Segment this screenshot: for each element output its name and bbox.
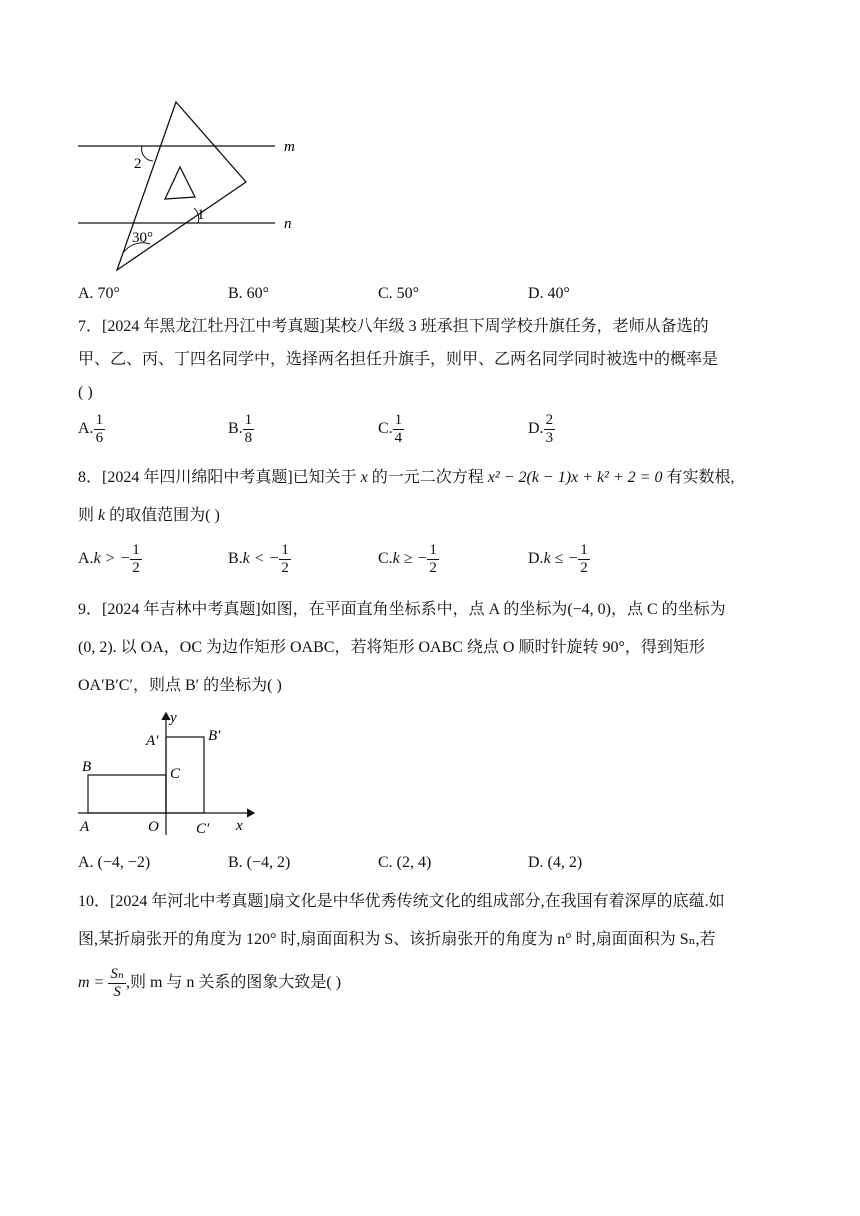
- rectangle-oabc: [88, 775, 166, 813]
- q6-option-b[interactable]: B. 60°: [228, 285, 270, 302]
- q7-line-3: ( ): [78, 384, 93, 401]
- q10-ratio-denominator: S: [113, 984, 121, 1000]
- q8-line-2: [78, 506, 220, 526]
- q7-line-2: 甲、乙、丙、丁四名同学中，选择两名担任升旗手，则甲、乙两名同学同时被选中的概率是: [78, 351, 719, 368]
- q7-option-d-fraction: [544, 412, 556, 447]
- angle-2-arc: [142, 146, 153, 161]
- q9-option-c[interactable]: C. (2, 4): [378, 854, 432, 871]
- q8-c-numerator: 1: [429, 542, 437, 558]
- label-angle-30: 30°: [132, 230, 153, 246]
- q8-c-denominator: 2: [429, 560, 437, 576]
- q8-line-2-a: 则: [78, 507, 95, 524]
- q8-line-2-b: 的取值范围为( ): [109, 507, 220, 524]
- q8-b-fraction: [279, 542, 291, 577]
- q9-line-2: (0, 2). 以 OA，OC 为边作矩形 OABC，若将矩形 OABC 绕点 O 顺时针旋转 90°，得到矩形: [78, 639, 705, 656]
- q8-b-prefix: B.: [228, 550, 243, 568]
- q7-option-d-prefix: D.: [528, 420, 544, 438]
- q8-c-relation: k ≥ −: [392, 550, 428, 568]
- label-a: A: [80, 819, 90, 835]
- q8-a-denominator: 2: [132, 560, 140, 576]
- q10-line-3-rest: ,则 m 与 n 关系的图象大致是( ): [125, 974, 342, 992]
- q7-c-denominator: 4: [394, 430, 403, 446]
- q8-c-fraction: [427, 542, 439, 577]
- q7-b-numerator: 1: [244, 412, 253, 428]
- q9-option-a[interactable]: A. (−4, −2): [78, 854, 151, 871]
- label-n: n: [284, 216, 292, 232]
- label-c: C: [170, 766, 181, 782]
- q8-b-denominator: 2: [281, 560, 289, 576]
- q8-line-1-text: 8．[2024 年四川绵阳中考真题]已知关于: [78, 469, 357, 486]
- q8-option-d[interactable]: [528, 542, 590, 577]
- q7-option-b[interactable]: [228, 412, 254, 447]
- q8-d-relation: k ≤ −: [543, 550, 579, 568]
- q8-option-c[interactable]: [378, 542, 439, 577]
- q8-d-numerator: 1: [580, 542, 588, 558]
- label-b: B: [82, 759, 92, 775]
- label-angle-1: 1: [197, 207, 205, 223]
- q10-line-1: 10．[2024 年河北中考真题]扇文化是中华优秀传统文化的组成部分,在我国有着深厚的底蕴.如: [78, 893, 725, 910]
- q10-ratio-fraction: [108, 966, 126, 1001]
- parallel-lines-triangle-figure: [70, 95, 310, 280]
- q6-option-c[interactable]: C. 50°: [378, 285, 420, 302]
- q7-b-denominator: 8: [244, 430, 253, 446]
- q8-d-denominator: 2: [580, 560, 588, 576]
- q8-line-1: [78, 468, 734, 488]
- label-x: x: [236, 818, 243, 834]
- label-b-prime: B′: [208, 728, 221, 744]
- q8-a-relation: k > −: [93, 550, 131, 568]
- set-square-inner: [165, 167, 195, 199]
- q8-variable-x: x: [360, 469, 368, 486]
- q7-option-c[interactable]: [378, 412, 404, 447]
- label-y: y: [170, 710, 177, 726]
- q8-c-prefix: C.: [378, 550, 393, 568]
- q8-option-b[interactable]: [228, 542, 291, 577]
- q9-option-d[interactable]: D. (4, 2): [528, 854, 583, 871]
- q7-c-numerator: 1: [394, 412, 403, 428]
- q7-option-a[interactable]: [78, 412, 105, 447]
- coordinate-rectangle-figure: [70, 705, 270, 840]
- label-o: O: [148, 819, 159, 835]
- q8-equation: x² − 2(k − 1)x + k² + 2 = 0: [487, 469, 663, 486]
- q7-a-numerator: 1: [95, 412, 104, 428]
- label-m: m: [284, 139, 295, 155]
- label-a-prime: A′: [146, 733, 159, 749]
- q8-option-a[interactable]: [78, 542, 142, 577]
- q8-variable-k: k: [98, 507, 106, 524]
- q7-option-a-prefix: A.: [78, 420, 94, 438]
- q8-d-fraction: [578, 542, 590, 577]
- q9-option-b[interactable]: B. (−4, 2): [228, 854, 291, 871]
- q7-option-b-fraction: [243, 412, 255, 447]
- label-c-prime: C′: [196, 821, 210, 837]
- q7-option-b-prefix: B.: [228, 420, 243, 438]
- label-angle-2: 2: [134, 156, 142, 172]
- q9-line-1: 9．[2024 年吉林中考真题]如图，在平面直角坐标系中，点 A 的坐标为(−4, 0)，点 C 的坐标为: [78, 601, 726, 618]
- q9-line-3: OA′B′C′，则点 B′ 的坐标为( ): [78, 677, 282, 694]
- q10-line-2: 图,某折扇张开的角度为 120° 时,扇面面积为 S、该折扇张开的角度为 n° 时,扇面面积为 Sₙ,若: [78, 931, 716, 948]
- q10-line-3: [78, 966, 341, 1001]
- q10-m-equals: m =: [78, 974, 105, 992]
- q8-b-numerator: 1: [281, 542, 289, 558]
- q6-option-d[interactable]: D. 40°: [528, 285, 570, 302]
- q7-option-d[interactable]: [528, 412, 555, 447]
- q8-a-fraction: [130, 542, 142, 577]
- q8-d-prefix: D.: [528, 550, 544, 568]
- q6-option-a[interactable]: A. 70°: [78, 285, 120, 302]
- q8-a-prefix: A.: [78, 550, 94, 568]
- q7-option-c-fraction: [393, 412, 405, 447]
- q8-a-numerator: 1: [132, 542, 140, 558]
- q8-line-1-end: 有实数根,: [666, 469, 735, 486]
- q7-d-numerator: 2: [545, 412, 554, 428]
- q10-ratio-numerator: Sₙ: [110, 966, 124, 982]
- q7-a-denominator: 6: [95, 430, 104, 446]
- q7-option-c-prefix: C.: [378, 420, 393, 438]
- q7-d-denominator: 3: [545, 430, 554, 446]
- q7-line-1: 7．[2024 年黑龙江牡丹江中考真题]某校八年级 3 班承担下周学校升旗任务，老师从备选的: [78, 318, 709, 335]
- q7-option-a-fraction: [94, 412, 106, 447]
- q8-b-relation: k < −: [242, 550, 280, 568]
- q8-line-1-text-2: 的一元二次方程: [371, 469, 484, 486]
